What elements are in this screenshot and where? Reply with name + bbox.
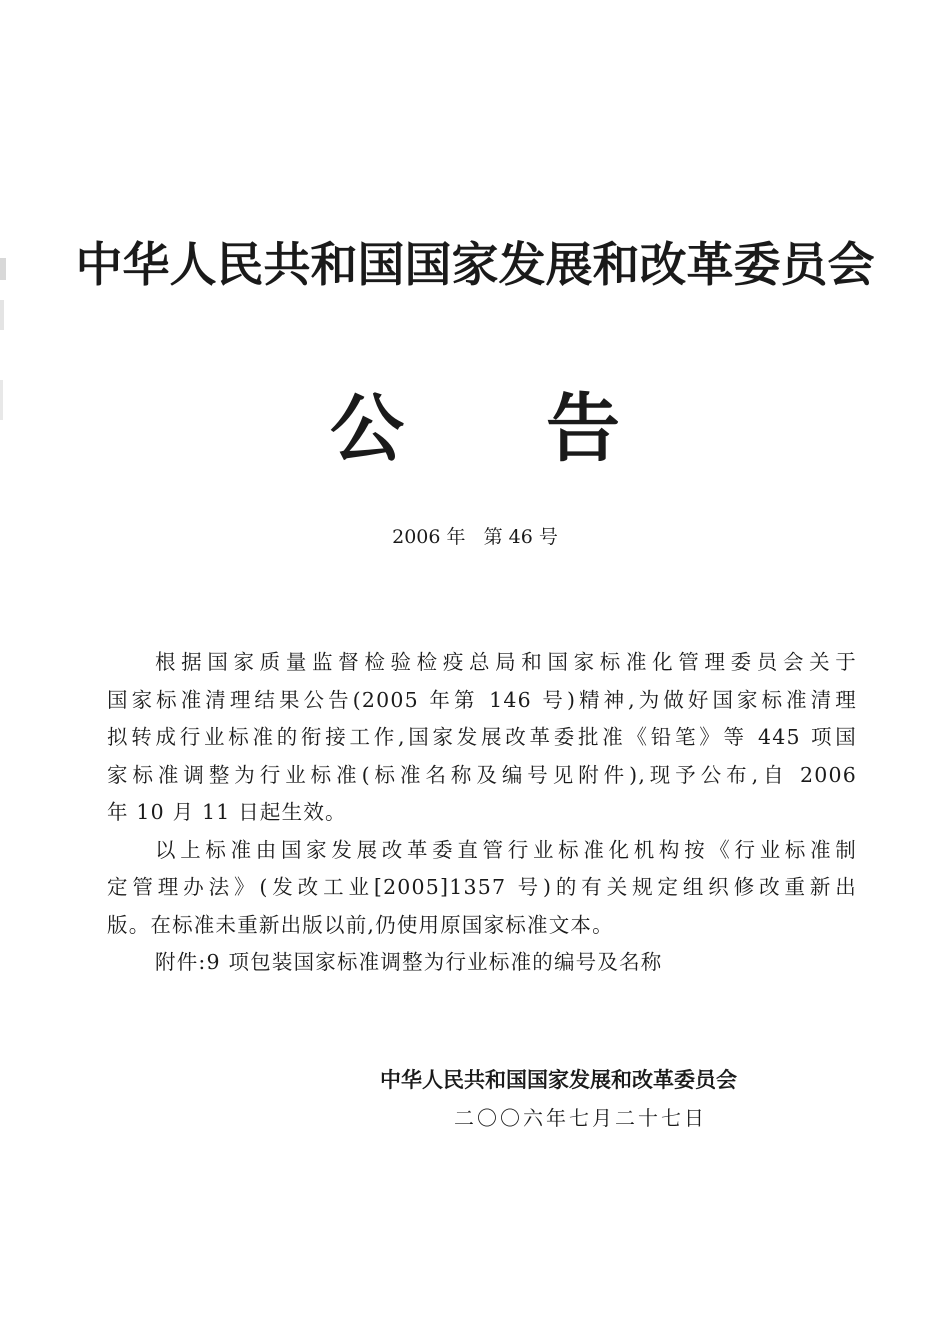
body-line: 国家标准清理结果公告(2005 年第 146 号)精神,为做好国家标准清理: [107, 687, 857, 712]
attachment-line: 附件:9 项包装国家标准调整为行业标准的编号及名称: [155, 950, 663, 974]
issuing-organization-title: 中华人民共和国国家发展和改革委员会: [75, 238, 875, 293]
body-line: 以上标准由国家发展改革委直管行业标准化机构按《行业标准制: [155, 837, 857, 862]
announcement-title-char-1: 公: [330, 386, 404, 472]
announcement-body: [107, 644, 857, 982]
body-line: 年 10 月 11 日起生效。: [107, 800, 347, 824]
signature-organization: 中华人民共和国国家发展和改革委员会: [380, 1068, 737, 1092]
body-line: 家标准调整为行业标准(标准名称及编号见附件),现予公布,自 2006: [107, 762, 857, 787]
announcement-title: [0, 370, 950, 476]
document-number: 2006 年 第 46 号: [392, 526, 558, 548]
signature-date: 二〇〇六年七月二十七日: [454, 1106, 707, 1130]
body-line: 拟转成行业标准的衔接工作,国家发展改革委批准《铅笔》等 445 项国: [107, 725, 857, 749]
body-line: 根据国家质量监督检验检疫总局和国家标准化管理委员会关于: [155, 650, 857, 674]
binding-mark: [0, 300, 4, 330]
announcement-title-char-2: 告: [546, 386, 620, 472]
body-line: 版。在标准未重新出版以前,仍使用原国家标准文本。: [107, 912, 614, 937]
body-line: 定管理办法》(发改工业[2005]1357 号)的有关规定组织修改重新出: [107, 875, 857, 899]
